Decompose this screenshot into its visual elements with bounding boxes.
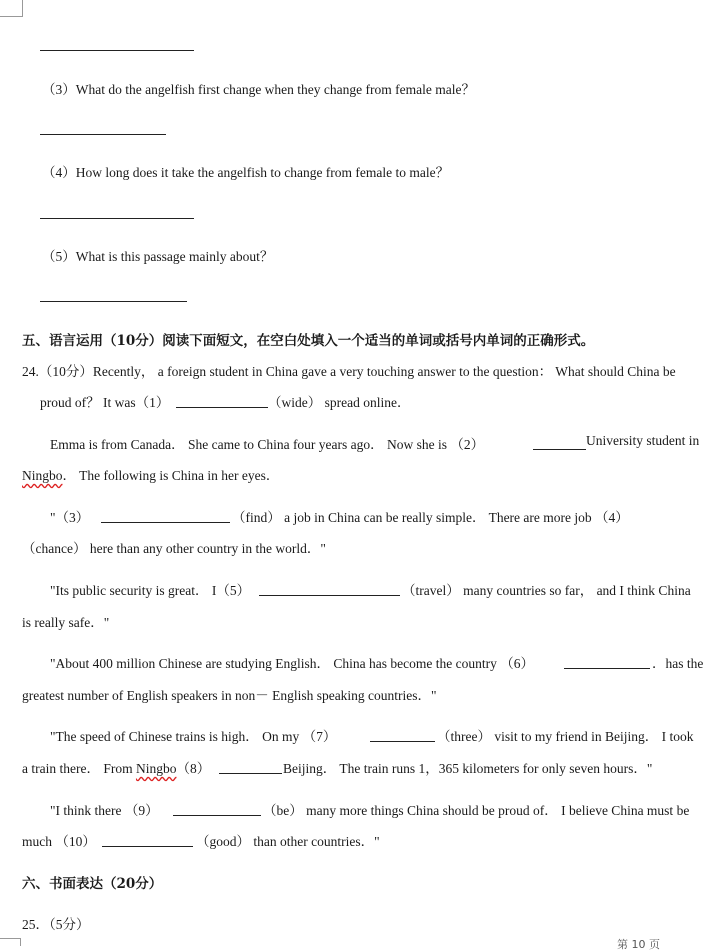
page-number: 第 10 页 [617,938,660,951]
p7-prefix: "I think there （9） [50,803,159,818]
p3-line2: （chance） here than any other country in the world．" [22,541,326,556]
p4-line2: is really safe．" [22,615,110,630]
question-4: （4）How long does it take the angelfish to change from female to male？ [42,165,450,180]
blank-1[interactable] [176,407,268,408]
p6-prefix: "The speed of Chinese trains is high． On my （7） [50,729,337,744]
section5-heading: 五、语言运用（10分）阅读下面短文，在空白处填入一个适当的单词或括号内单词的正确形式。 [22,333,595,349]
question-5: （5）What is this passage mainly about？ [42,249,274,264]
p6-line2-a [22,757,210,777]
p5-line1-tail: ．has the [652,656,704,671]
p4-line1-tail: （travel） many countries so far， and I think China [402,583,691,598]
answer-line-5 [40,301,187,302]
p6-line2-start: a train there． From [22,761,136,776]
blank-8[interactable] [219,773,282,774]
blank-5[interactable] [259,595,400,596]
page-corner-mark [0,0,23,17]
item24-head: 24.（10分）Recently， a foreign student in China gave a very touching answer to the question： What should China be [22,364,676,379]
p2-line1-tail: University student in [586,433,700,448]
blank-2[interactable] [533,449,586,450]
blank-6[interactable] [564,668,650,669]
p2-line1: Emma is from Canada． She came to China four years ago． Now she is （2） [50,437,485,452]
p6-line1-tail: （three） visit to my friend in Beijing． I took [437,729,694,744]
spellcheck-word-2: Ningbo [135,761,177,776]
p6-line2-tail: Beijing． The train runs 1，365 kilometers for only seven hours．" [283,761,653,776]
p6-line2-paren: （8） [176,761,211,776]
p5-line2: greatest number of English speakers in non－ English speaking countries．" [22,688,437,703]
p3-prefix: "（3） [50,510,90,525]
p2-line2 [22,464,279,484]
section6-heading: 六、书面表达（20分） [22,876,163,892]
p7-line1-tail: （be） many more things China should be proud of． I believe China must be [263,803,690,818]
p5-prefix: "About 400 million Chinese are studying English． China has become the country （6） [50,656,534,671]
question-3: （3）What do the angelfish first change when they change from female male？ [42,82,475,97]
answer-line-3 [40,134,166,135]
blank-3[interactable] [101,522,230,523]
answer-line-4 [40,218,194,219]
p7-line2-prefix: much （10） [22,834,96,849]
p2-line2-rest: ． The following is China in her eyes． [62,468,280,483]
blank-10[interactable] [102,846,193,847]
spellcheck-word: Ningbo [22,468,63,483]
item25: 25．（5分） [22,917,90,932]
blank-9[interactable] [173,815,261,816]
p3-line1-mid: （find） a job in China can be really simple． There are more job （4） [232,510,629,525]
blank-7[interactable] [370,741,435,742]
answer-line-2 [40,50,194,51]
p4-prefix: "Its public security is great． I（5） [50,583,251,598]
blank1-prefix: proud of？ It was（1） [40,395,170,410]
p7-line2-tail: （good） than other countries．" [196,834,380,849]
blank1-suffix: （wide） spread online． [268,395,411,410]
